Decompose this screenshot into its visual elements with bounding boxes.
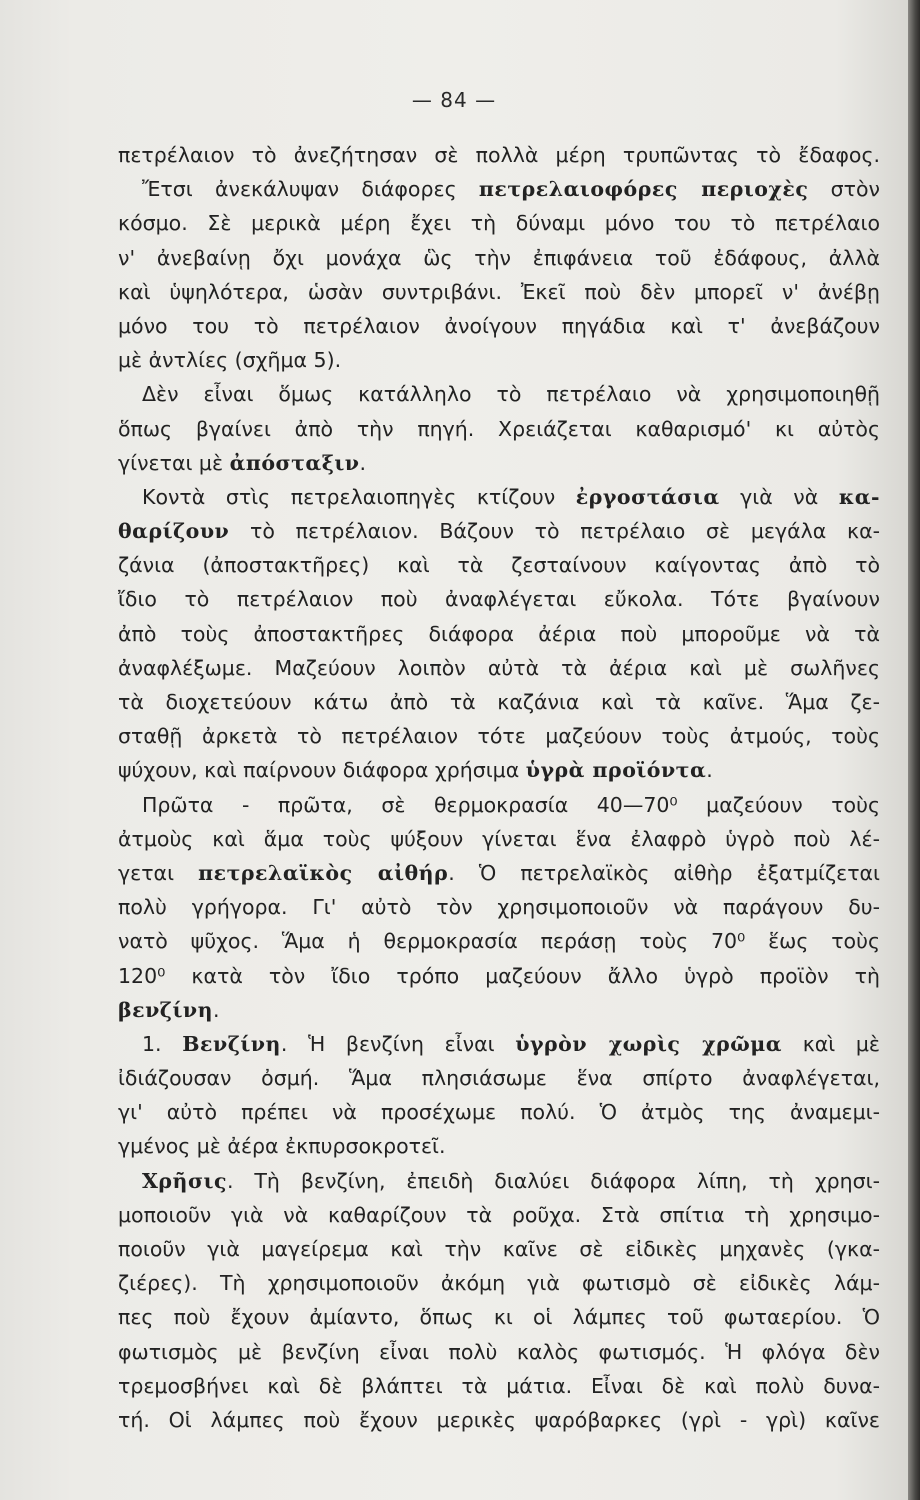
- text-line: Δὲν εἶναι ὅμως κατάλληλο τὸ πετρέλαιο νὰ χρησιμοποιηθῇ: [142, 382, 880, 407]
- emphasized-term: θαρίζουν: [118, 519, 230, 544]
- text-line: ψύχουν, καὶ παίρνουν διάφορα χρήσιμα ὑγρὰ προϊόντα.: [118, 758, 713, 783]
- text-line: ἰδιάζουσαν ὀσμή. Ἅμα πλησιάσωμε ἕνα σπίρτο ἀναφλέγεται,: [118, 1066, 880, 1091]
- body-text: [118, 138, 880, 1437]
- text-line: πετρέλαιον τὸ ἀνεζήτησαν σὲ πολλὰ μέρη τρυπῶντας τὸ ἔδαφος.: [118, 143, 880, 167]
- text-line: ἀναφλέξωμε. Μαζεύουν λοιπὸν αὐτὰ τὰ ἀέρια καὶ μὲ σωλῆνες: [118, 655, 880, 680]
- emphasized-term: πετρελαιοφόρες περιοχὲς: [478, 177, 809, 202]
- emphasized-term: ἐργοστάσια: [575, 484, 720, 509]
- text-line: καὶ ὑψηλότερα, ὡσὰν συντριβάνι. Ἐκεῖ ποὺ δὲν μπορεῖ ν' ἀνέβῃ: [118, 279, 880, 304]
- text-line: γίνεται μὲ ἀπόσταξιν.: [118, 450, 367, 475]
- text-line: ἀτμοὺς καὶ ἅμα τοὺς ψύξουν γίνεται ἕνα ἐλαφρὸ ὑγρὸ ποὺ λέ-: [118, 826, 880, 851]
- text-line: Πρῶτα - πρῶτα, σὲ θερμοκρασία 40—70⁰ μαζεύουν τοὺς: [142, 792, 880, 817]
- emphasized-term: βενζίνη: [118, 997, 213, 1022]
- text-line: ὅπως βγαίνει ἀπὸ τὴν πηγή. Χρειάζεται καθαρισμό' κι αὐτὸς: [118, 416, 880, 441]
- emphasized-term: πετρελαϊκὸς αἰθήρ: [198, 860, 449, 885]
- text-line: τρεμοσβήνει καὶ δὲ βλάπτει τὰ μάτια. Εἶναι δὲ καὶ πολὺ δυνα-: [118, 1373, 880, 1398]
- text-line: κόσμο. Σὲ μερικὰ μέρη ἔχει τὴ δύναμι μόνο του τὸ πετρέλαιο: [118, 211, 880, 236]
- text-line: 1. Βενζίνη. Ἡ βενζίνη εἶναι ὑγρὸν χωρὶς χρῶμα καὶ μὲ: [142, 1031, 880, 1056]
- text-line: Ἔτσι ἀνεκάλυψαν διάφορες πετρελαιοφόρες περιοχὲς στὸν: [142, 177, 880, 202]
- text-line: φωτισμὸς μὲ βενζίνη εἶναι πολὺ καλὸς φωτισμός. Ἡ φλόγα δὲν: [118, 1339, 880, 1364]
- text-line: πες ποὺ ἔχουν ἀμίαντο, ὅπως κι οἱ λάμπες τοῦ φωταερίου. Ὁ: [118, 1305, 880, 1330]
- text-line: μὲ ἀντλίες (σχῆμα 5).: [118, 348, 342, 373]
- text-line: ζάνια (ἀποστακτῆρες) καὶ τὰ ζεσταίνουν καίγοντας ἀπὸ τὸ: [118, 553, 880, 578]
- text-line: νατὸ ψῦχος. Ἅμα ἡ θερμοκρασία περάσῃ τοὺς 70⁰ ἕως τοὺς: [118, 929, 880, 954]
- section-heading: Χρῆσις: [142, 1168, 227, 1193]
- emphasized-term: ὑγρὸν χωρὶς χρῶμα: [515, 1031, 783, 1056]
- text-line: μοποιοῦν γιὰ νὰ καθαρίζουν τὰ ροῦχα. Στὰ σπίτια τὴ χρησιμο-: [118, 1202, 880, 1227]
- text-line: γμένος μὲ ἀέρα ἐκπυρσοκροτεῖ.: [118, 1134, 446, 1159]
- text-line: γι' αὐτὸ πρέπει νὰ προσέχωμε πολύ. Ὁ ἀτμὸς της ἀναμεμι-: [118, 1100, 880, 1125]
- text-line: Χρῆσις. Τὴ βενζίνη, ἐπειδὴ διαλύει διάφορα λίπη, τὴ χρησι-: [142, 1168, 880, 1193]
- text-line: ἀπὸ τοὺς ἀποστακτῆρες διάφορα ἀέρια ποὺ μποροῦμε νὰ τὰ: [118, 621, 880, 646]
- text-line: τὰ διοχετεύουν κάτω ἀπὸ τὰ καζάνια καὶ τὰ καῖνε. Ἅμα ζε-: [118, 690, 880, 714]
- text-line: θαρίζουν τὸ πετρέλαιον. Βάζουν τὸ πετρέλαιο σὲ μεγάλα κα-: [118, 519, 880, 544]
- emphasized-term: ἀπόσταξιν: [229, 450, 360, 475]
- section-heading: Βενζίνη: [182, 1031, 281, 1056]
- emphasized-term: ὑγρὰ προϊόντα: [525, 758, 707, 783]
- text-line: ν' ἀνεβαίνῃ ὄχι μονάχα ὣς τὴν ἐπιφάνεια τοῦ ἐδάφους, ἀλλὰ: [118, 245, 880, 270]
- text-line: ζιέρες). Τὴ χρησιμοποιοῦν ἀκόμη γιὰ φωτισμὸ σὲ εἰδικὲς λάμ-: [118, 1271, 880, 1296]
- text-line: μόνο του τὸ πετρέλαιον ἀνοίγουν πηγάδια καὶ τ' ἀνεβάζουν: [118, 313, 880, 338]
- emphasized-term: κα-: [838, 484, 880, 509]
- text-line: πολὺ γρήγορα. Γι' αὐτὸ τὸν χρησιμοποιοῦν νὰ παράγουν δυ-: [118, 895, 880, 920]
- text-line: βενζίνη.: [118, 997, 220, 1022]
- text-line: τή. Οἱ λάμπες ποὺ ἔχουν μερικὲς ψαρόβαρκες (γρὶ - γρὶ) καῖνε: [118, 1407, 880, 1432]
- text-line: σταθῇ ἀρκετὰ τὸ πετρέλαιον τότε μαζεύουν τοὺς ἀτμούς, τοὺς: [118, 724, 880, 749]
- text-line: 120⁰ κατὰ τὸν ἴδιο τρόπο μαζεύουν ἄλλο ὑγρὸ προϊὸν τὴ: [118, 963, 880, 988]
- text-line: γεται πετρελαϊκὸς αἰθήρ. Ὁ πετρελαϊκὸς αἰθὴρ ἐξατμίζεται: [118, 860, 880, 885]
- text-line: ποιοῦν γιὰ μαγείρεμα καὶ τὴν καῖνε σὲ εἰδικὲς μηχανὲς (γκα-: [118, 1237, 880, 1261]
- text-line: ἴδιο τὸ πετρέλαιον ποὺ ἀναφλέγεται εὔκολα. Τότε βγαίνουν: [118, 587, 880, 612]
- page-edge-shadow: [908, 0, 920, 1500]
- text-line: Κοντὰ στὶς πετρελαιοπηγὲς κτίζουν ἐργοστάσια γιὰ νὰ κα-: [142, 484, 880, 509]
- page-number: — 84 —: [411, 88, 497, 112]
